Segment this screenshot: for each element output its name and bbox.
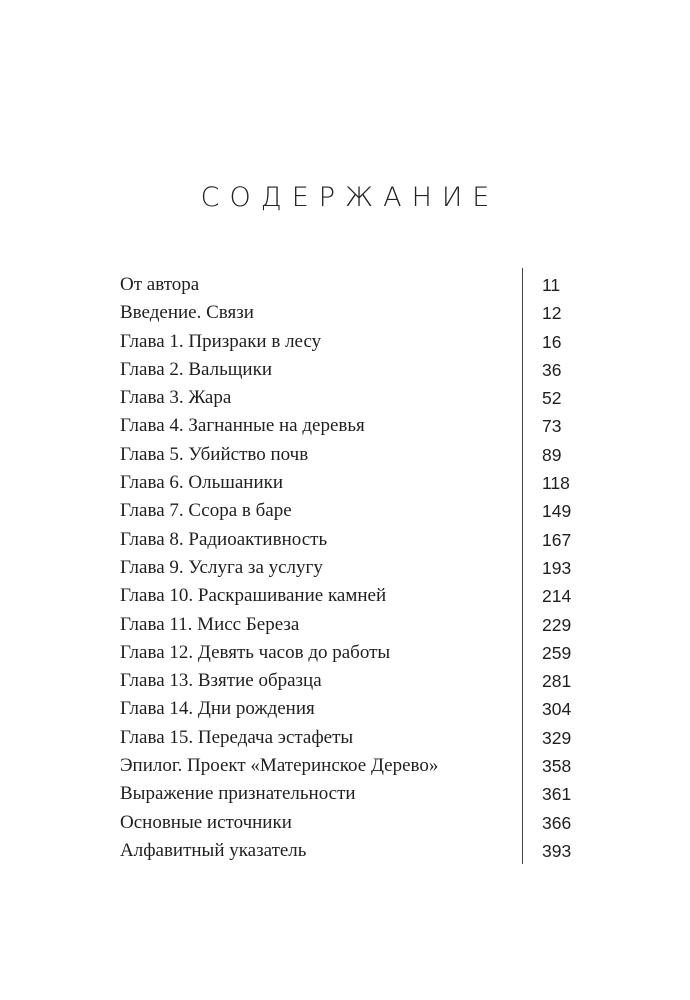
toc-entry-page: 11	[542, 275, 561, 295]
toc-entry-title: Глава 3. Жара	[120, 387, 232, 409]
toc-entry-title: Эпилог. Проект «Материнское Дерево»	[120, 755, 439, 777]
toc-entry-page: 52	[542, 388, 562, 409]
toc-entry-title: Глава 4. Загнанные на деревья	[120, 415, 365, 437]
toc-entry[interactable]	[120, 554, 590, 582]
toc-entry-title: Глава 8. Радиоактивность	[120, 528, 328, 550]
toc-entry-title: Глава 6. Ольшаники	[120, 472, 284, 494]
toc-entry-title: От автора	[120, 274, 200, 295]
toc-entry-title: Глава 14. Дни рождения	[120, 698, 315, 720]
toc-entry-page: 304	[542, 699, 572, 720]
toc-entry[interactable]	[120, 526, 590, 554]
toc-entry[interactable]	[120, 469, 590, 497]
toc-entry[interactable]	[120, 412, 590, 440]
toc-entry[interactable]	[120, 667, 590, 695]
toc-entry[interactable]	[120, 356, 590, 384]
toc-entry[interactable]	[120, 639, 590, 667]
toc-entry-title: Глава 1. Призраки в лесу	[120, 330, 322, 352]
toc-entry[interactable]	[120, 497, 590, 525]
toc-entry[interactable]	[120, 441, 590, 469]
page-title: СОДЕРЖАНИЕ	[200, 182, 500, 213]
toc-entry-page: 214	[542, 586, 572, 607]
toc-entry-title: Глава 7. Ссора в баре	[120, 500, 292, 522]
toc-entry-page: 366	[542, 812, 572, 833]
toc-entry-page: 358	[542, 756, 572, 777]
toc-entry-title: Глава 12. Девять часов до работы	[120, 641, 391, 663]
toc-entry[interactable]	[120, 695, 590, 723]
toc-entry-title: Алфавитный указатель	[120, 839, 307, 861]
toc-entry-page: 167	[542, 529, 572, 550]
toc-entry-page: 193	[542, 557, 572, 578]
toc-entry-page: 16	[542, 331, 562, 352]
toc-entry-title: Выражение признательности	[120, 783, 356, 805]
toc-entry-title: Основные источники	[120, 811, 292, 833]
toc-entry-page: 281	[542, 671, 572, 692]
toc-entry[interactable]	[120, 299, 590, 327]
toc-entry-title: Глава 11. Мисс Береза	[120, 613, 300, 635]
toc-entry-title: Глава 2. Вальщики	[120, 358, 272, 380]
toc-entry[interactable]	[120, 582, 590, 610]
toc-entry-page: 118	[542, 473, 570, 494]
toc-entry[interactable]	[120, 780, 590, 808]
toc-entry-title: Глава 13. Взятие образца	[120, 670, 322, 692]
toc-entry-page: 89	[542, 444, 562, 465]
toc-entry[interactable]	[120, 271, 590, 299]
toc-entry-title: Глава 9. Услуга за услугу	[120, 556, 323, 578]
toc-entry[interactable]	[120, 809, 590, 837]
toc-entry[interactable]	[120, 837, 590, 865]
toc-entry-page: 329	[542, 727, 572, 748]
toc-entry-page: 361	[542, 784, 572, 805]
toc-entry-title: Введение. Связи	[120, 302, 254, 324]
toc-entry-page: 12	[542, 303, 562, 324]
toc-entry[interactable]	[120, 611, 590, 639]
toc-entry-page: 393	[542, 840, 572, 861]
toc-entry-page: 259	[542, 642, 572, 663]
toc-entry[interactable]	[120, 328, 590, 356]
toc-entry-page: 149	[542, 501, 572, 522]
toc-entry[interactable]	[120, 724, 590, 752]
toc-entry-title: Глава 5. Убийство почв	[120, 443, 309, 465]
toc-entry[interactable]	[120, 384, 590, 412]
toc-entry-page: 36	[542, 359, 562, 380]
toc-entry-page: 229	[542, 614, 572, 635]
toc-entry-page: 73	[542, 416, 562, 437]
table-of-contents	[120, 271, 590, 865]
toc-entry-title: Глава 15. Передача эстафеты	[120, 726, 354, 748]
toc-entry[interactable]	[120, 752, 590, 780]
toc-entry-title: Глава 10. Раскрашивание камней	[120, 585, 387, 607]
